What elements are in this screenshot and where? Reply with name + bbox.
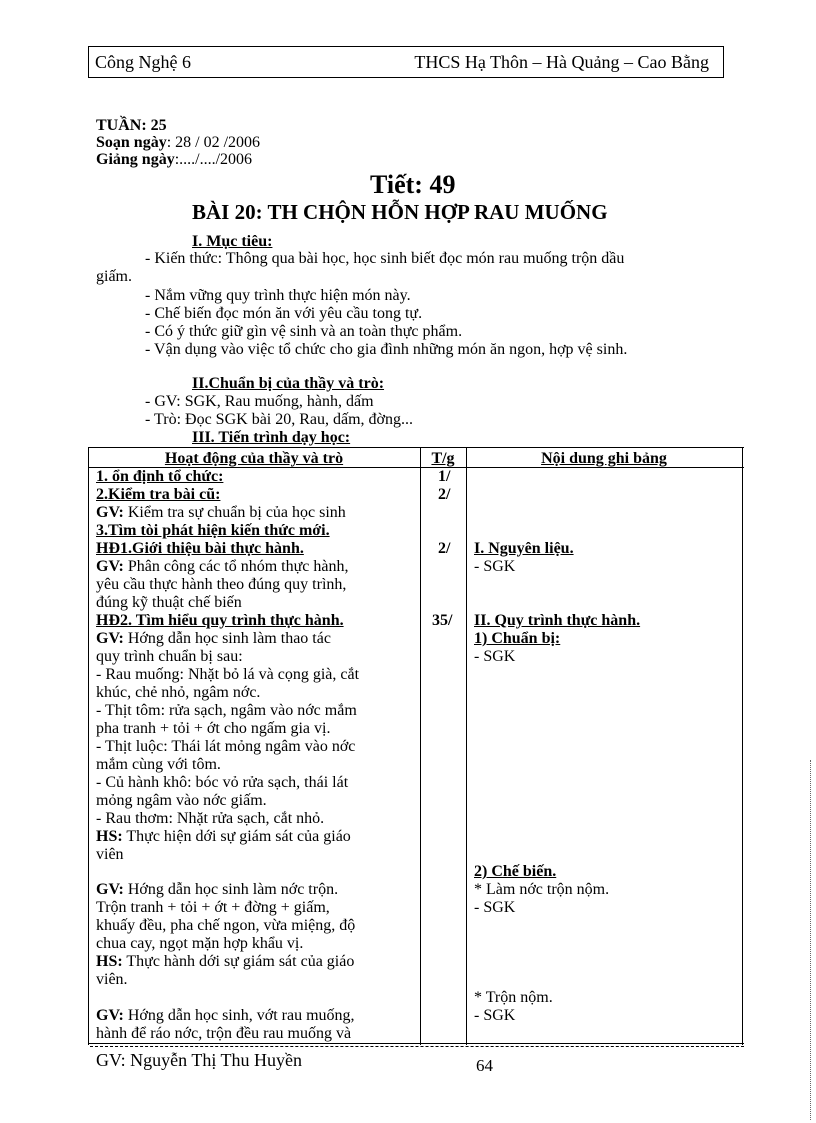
content-procedure: II. Quy trình thực hành. xyxy=(474,612,641,629)
lesson-table xyxy=(88,447,744,1045)
content-processing: 2) Chế biến. xyxy=(474,863,557,880)
activity-line: chua cay, ngọt mặn hợp khẩu vị. xyxy=(96,935,304,952)
activity-line: viên xyxy=(96,846,124,863)
section-preparation-title: II.Chuẩn bị của thầy và trò: xyxy=(192,375,385,392)
activity-line: - Rau thơm: Nhặt rửa sạch, cắt nhỏ. xyxy=(96,810,325,827)
activity-line: yêu cầu thực hành theo đúng quy trình, xyxy=(96,576,347,593)
teach-date: Giảng ngày:..../..../2006 xyxy=(96,151,253,168)
activity-2-title: HĐ2. Tìm hiểu quy trình thực hành. xyxy=(96,612,344,629)
activity-line: hành để ráo nớc, trộn đều rau muống và xyxy=(96,1025,352,1042)
page-header xyxy=(88,46,724,78)
objective-line: - Kiến thức: Thông qua bài học, học sinh biết đọc món rau muống trộn dầu xyxy=(145,250,625,267)
activity-line: - Củ hành khô: bóc vỏ rửa sạch, thái lát xyxy=(96,774,349,791)
week-label: TUẦN: 25 xyxy=(96,117,167,134)
activity-line: khúc, chẻ nhỏ, ngâm nớc. xyxy=(96,684,261,701)
activity-line: GV: Kiểm tra sự chuẩn bị của học sinh xyxy=(96,504,346,521)
footer-divider xyxy=(90,1046,744,1047)
activity-line: - Thịt tôm: rửa sạch, ngâm vào nớc mắm xyxy=(96,702,357,719)
content-line: - SGK xyxy=(474,1007,516,1024)
section-process-title: III. Tiến trình dạy học: xyxy=(192,429,351,446)
activity-line: mắm cùng với tôm. xyxy=(96,756,221,773)
activity-line: khuấy đều, pha chế ngon, vừa miệng, độ xyxy=(96,917,356,934)
content-line: - SGK xyxy=(474,558,516,575)
header-content: Nội dung ghi bảng xyxy=(541,450,667,467)
step-stabilize: 1. ổn định tổ chức: xyxy=(96,468,224,485)
activity-line: GV: Phân công các tổ nhóm thực hành, xyxy=(96,558,349,575)
activity-line: đúng kỹ thuật chế biến xyxy=(96,594,242,611)
teacher-name: GV: Nguyễn Thị Thu Huyền xyxy=(96,1050,302,1070)
activity-line: - Rau muống: Nhặt bỏ lá và cọng già, cắt xyxy=(96,666,360,683)
period-title: Tiết: 49 xyxy=(370,170,456,199)
activity-line: GV: Hớng dẫn học sinh làm nớc trộn. xyxy=(96,881,339,898)
content-line: - SGK xyxy=(474,899,516,916)
prep-date: Soạn ngày: 28 / 02 /2006 xyxy=(96,134,261,151)
school-label: THCS Hạ Thôn – Hà Quảng – Cao Bằng xyxy=(414,52,709,72)
activity-line: HS: Thực hành dới sự giám sát của giáo xyxy=(96,953,355,970)
section-objectives-title: I. Mục tiêu: xyxy=(192,233,273,250)
objective-line: - Chế biến đọc món ăn với yêu cầu tong tự. xyxy=(145,305,423,322)
time-value: 1/ xyxy=(438,468,451,485)
activity-1-title: HĐ1.Giới thiệu bài thực hành. xyxy=(96,540,304,557)
activity-line: mỏng ngâm vào nớc giấm. xyxy=(96,792,267,809)
time-value: 2/ xyxy=(438,540,451,557)
activity-line: - Thịt luộc: Thái lát mỏng ngâm vào nớc xyxy=(96,738,356,755)
objective-line: - Vận dụng vào việc tổ chức cho gia đình những món ăn ngon, hợp vệ sinh. xyxy=(145,341,628,358)
content-line: * Trộn nộm. xyxy=(474,989,553,1006)
subject-label: Công Nghệ 6 xyxy=(95,52,191,72)
preparation-line: - Trò: Đọc SGK bài 20, Rau, dấm, đờng... xyxy=(145,411,414,428)
header-time: T/g xyxy=(431,450,455,467)
activity-line: Trộn tranh + tỏi + ớt + đờng + giấm, xyxy=(96,899,330,916)
content-ingredients: I. Nguyên liệu. xyxy=(474,540,574,557)
lesson-title: BÀI 20: TH CHỘN HỖN HỢP RAU MUỐNG xyxy=(192,200,608,224)
header-activity: Hoạt động của thầy và trò xyxy=(164,450,344,467)
objective-line: - Có ý thức giữ gìn vệ sinh và an toàn thực phẩm. xyxy=(145,323,463,340)
activity-line: HS: Thực hiện dới sự giám sát của giáo xyxy=(96,828,351,845)
content-preparation: 1) Chuẩn bị: xyxy=(474,630,561,647)
step-discover: 3.Tìm tòi phát hiện kiến thức mới. xyxy=(96,522,330,539)
preparation-line: - GV: SGK, Rau muống, hành, dấm xyxy=(145,393,374,410)
activity-line: pha tranh + tỏi + ớt cho ngấm gia vị. xyxy=(96,720,331,737)
margin-dots xyxy=(810,760,812,1120)
step-review: 2.Kiểm tra bài cũ: xyxy=(96,486,221,503)
objective-line: giấm. xyxy=(96,268,132,285)
time-value: 35/ xyxy=(432,612,453,629)
activity-line: GV: Hớng dẫn học sinh làm thao tác xyxy=(96,630,331,647)
activity-line: GV: Hớng dẫn học sinh, vớt rau muống, xyxy=(96,1007,355,1024)
activity-line: viên. xyxy=(96,971,128,988)
objective-line: - Nắm vững quy trình thực hiện món này. xyxy=(145,287,411,304)
page-number: 64 xyxy=(476,1056,493,1075)
content-line: - SGK xyxy=(474,648,516,665)
time-value: 2/ xyxy=(438,486,451,503)
activity-line: quy trình chuẩn bị sau: xyxy=(96,648,243,665)
content-line: * Làm nớc trộn nộm. xyxy=(474,881,610,898)
